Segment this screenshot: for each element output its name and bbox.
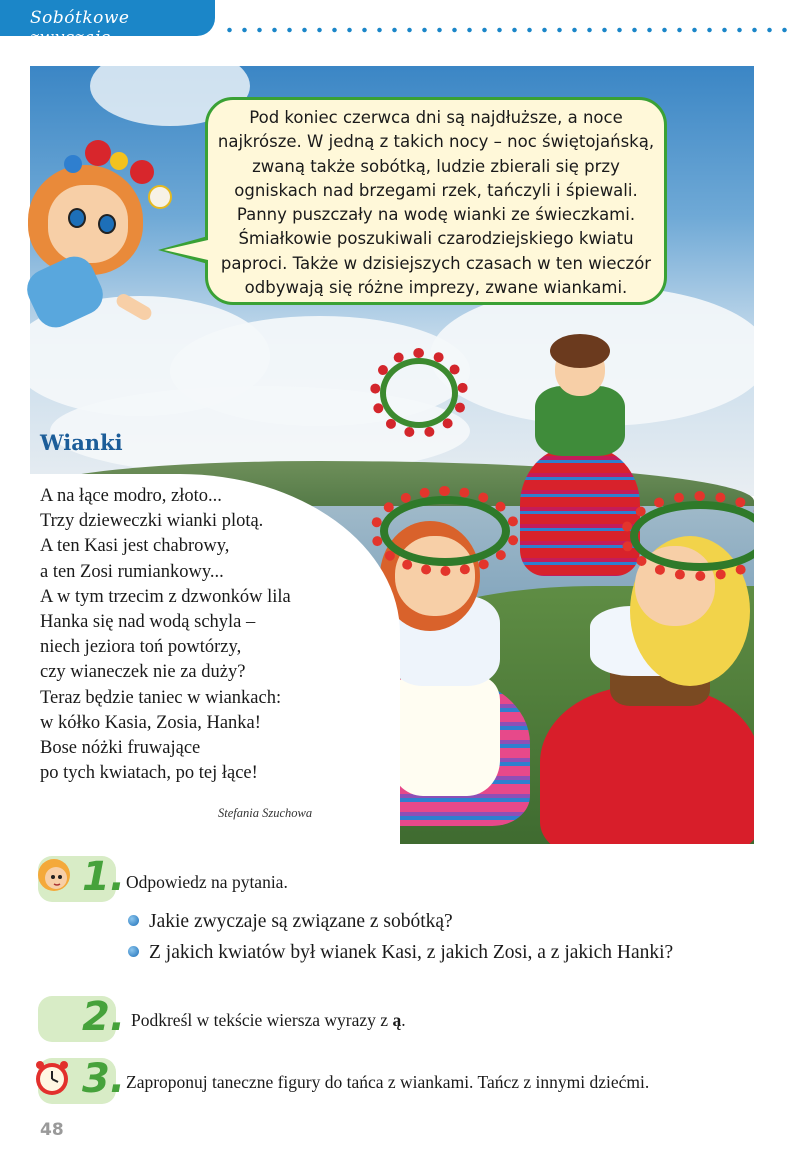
poem-line: A na łące modro, złoto... <box>40 486 222 506</box>
exercise-2-letter: ą <box>392 1010 402 1030</box>
flower-icon <box>85 140 111 166</box>
girl-right-skirt <box>540 686 754 844</box>
boy-eye-right <box>98 214 116 234</box>
bubble-line: Pod koniec czerwca dni są najdłuższe, a noce <box>249 108 623 127</box>
exercise-2-number: 2. <box>82 994 126 1040</box>
bubble-line: odbywają się różne imprezy, zwane wiankami. <box>244 278 628 298</box>
bubble-line: zwaną także sobótką, ludzie zbierali się przy <box>252 156 620 176</box>
poem-line: a ten Zosi rumiankowy... <box>40 561 224 582</box>
bullet-icon <box>128 946 139 957</box>
boy-face <box>48 185 128 263</box>
poem-line: A ten Kasi jest chabrowy, <box>40 536 230 557</box>
poem-line: po tych kwiatach, po tej łące! <box>40 763 258 784</box>
poem-line: Teraz będzie taniec w wiankach: <box>40 687 282 708</box>
bubble-line: Panny puszczały na wodę wianki ze świeczkami. <box>236 205 636 225</box>
question-text: Z jakich kwiatów był wianek Kasi, z jakich Zosi, a z jakich Hanki? <box>149 942 674 963</box>
flower-icon <box>64 155 82 173</box>
poem-author: Stefania Szuchowa <box>218 806 313 820</box>
poem-line: Hanka się nad wodą schyla – <box>40 612 256 633</box>
page-number: 48 <box>40 1120 64 1140</box>
bubble-line: paproci. Także w dzisiejszych czasach w ten wieczór <box>220 253 652 273</box>
poem-line: A w tym trzecim z dzwonków lila <box>40 586 291 607</box>
section-header-tab <box>0 0 215 48</box>
girl-left-apron <box>390 676 500 796</box>
speaking-kid-icon <box>34 855 74 895</box>
question-item <box>128 911 453 933</box>
dancing-girl-hair <box>550 334 610 368</box>
poem-line: Trzy dzieweczki wianki plotą. <box>40 511 264 532</box>
bubble-line: najkrósze. W jedną z takich nocy – noc świętojańską, <box>217 132 655 152</box>
flower-icon <box>110 152 128 170</box>
exercise-1-instruction: Odpowiedz na pytania. <box>126 872 288 892</box>
question-text: Jakie zwyczaje są związane z sobótką? <box>149 911 453 932</box>
poem-body <box>40 484 291 786</box>
section-title: Sobótkowe zwyczaje <box>30 8 130 48</box>
bubble-line: Śmiałkowie poszukiwali czarodziejskiego kwiatu <box>238 229 634 249</box>
dancing-girl-skirt <box>520 446 640 576</box>
exercise-2-text: Podkreśl w tekście wiersza wyrazy z <box>131 1010 389 1030</box>
bubble-line: ogniskach nad brzegami rzek, tańczyli i śpiewali. <box>234 180 638 200</box>
dancing-girl-vest <box>535 386 625 456</box>
clock-icon <box>32 1058 72 1098</box>
boy-eye-left <box>68 208 86 228</box>
flower-icon <box>130 160 154 184</box>
girl-left-wreath <box>370 486 520 576</box>
flower-icon <box>148 185 172 209</box>
poem-line: niech jeziora toń powtórzy, <box>40 637 242 658</box>
exercise-3-instruction: Zaproponuj taneczne figury do tańca z wiankami. Tańcz z innymi dziećmi. <box>126 1072 650 1092</box>
poem-line: czy wianeczek nie za duży? <box>40 662 246 683</box>
speech-bubble-text <box>215 106 657 300</box>
header-dotted-line <box>222 27 792 33</box>
speech-bubble-tail-fill <box>164 240 208 260</box>
exercise-2-instruction <box>131 1010 406 1031</box>
poem-title: Wianki <box>40 430 123 455</box>
exercise-2-period: . <box>401 1010 406 1030</box>
poem-line: w kółko Kasia, Zosia, Hanka! <box>40 712 261 733</box>
bullet-icon <box>128 915 139 926</box>
poem-line: Bose nóżki fruwające <box>40 738 201 759</box>
exercise-1-number: 1. <box>82 854 126 900</box>
question-item <box>128 942 673 964</box>
exercise-3-number: 3. <box>82 1056 126 1102</box>
wreath-flying <box>370 348 468 438</box>
